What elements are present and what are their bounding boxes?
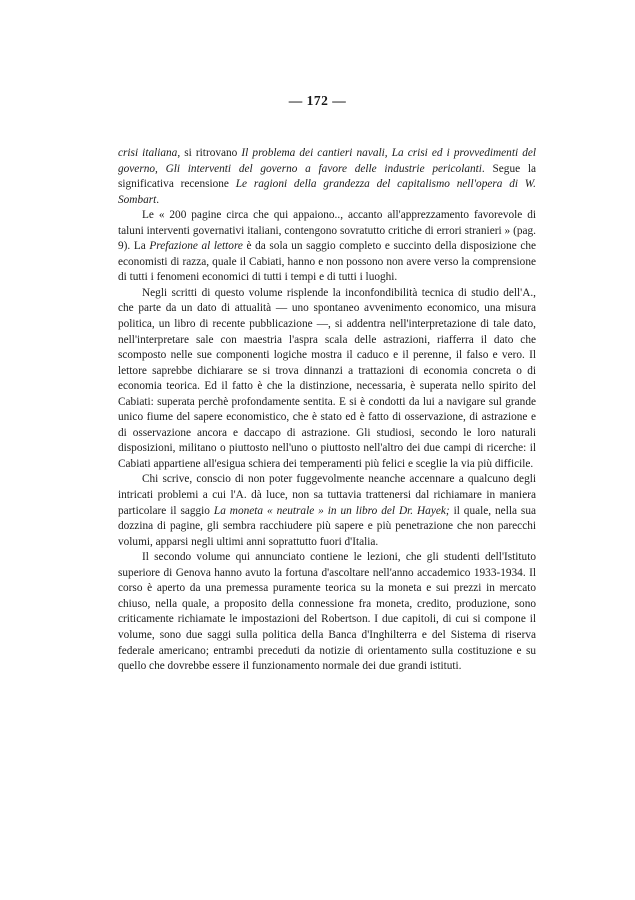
text-run: Le « 200 pagine circa che qui appaiono.., accanto all'apprezzamento favorevole di taluni interventi governativi italiani, contengono sovratutto critiche di errori stranieri » (pag. 9). La [118, 209, 536, 253]
text-run: Prefazione al lettore [149, 240, 243, 253]
text-run: , si ritrovano [177, 147, 242, 159]
text-run: è da sola un saggio completo e succinto della disposizione che economisti di razza, quale il Cabiati, hanno e non possono non avere verso la comprensione di tutti i fenomeni economici di tutti i tempi e di tutti i luoghi. [118, 240, 536, 284]
paragraph [118, 472, 536, 550]
text-run: Chi scrive, conscio di non poter fuggevolmente neanche accennare a qualcuno degli intricati problemi a cui l'A. dà luce, non sa tuttavia trattenersi dal richiamare in maniera particolare il saggio [118, 473, 536, 517]
text-run: . Segue la significativa recensione [118, 162, 537, 191]
paragraph [118, 550, 536, 674]
text-run: Le ragioni della grandezza del capitalismo nell'opera di W. Sombart [118, 178, 536, 206]
page-number: — 172 — [288, 93, 347, 108]
paragraph [118, 146, 536, 208]
text-run: Il secondo volume qui annunciato contiene le lezioni, che gli studenti dell'Istituto superiore di Genova hanno avuto la fortuna d'ascoltare nell'anno accademico 1933-1934. Il corso è aperto da una premessa puramente teorica su la moneta e sui prezzi in mercato chiuso, nella quale, a proposito della connessione fra moneta, credito, produzione, sono criticamente richiamate le impostazioni del Robertson. I due capitoli, di cui si compone il volume, sono due saggi sulla politica della Banca d'Inghilterra e del Sistema di riserva federale americano; entrambi preceduti da notizie di orientamento sulla costituzione e su quello che dovrebbe essere il funzionamento normale dei due grandi istituti. [118, 551, 536, 673]
text-run: Negli scritti di questo volume risplende la inconfondibilità tecnica di studio dell'A., che parte da un dato di attualità — uno spontaneo avvenimento economico, una misura politica, un libro di recente pubblicazione —, si addentra nell'interpretazione di tale dato, nell'interpretare sale con maestria l'aspra scala delle astrazioni, riafferra il dato che scomposto nelle sue componenti logiche mostra il caduco e il perenne, il falso e vero. Il lettore saprebbe dichiarare se si trova dinnanzi a trattazioni di economia concreta o di economia teorica. Ed il fatto è che la distinzione, necessaria, è superata nello spirito del Cabiati: superata perchè profondamente sentita. E si è condotti da lui a navigare sul grande unico fiume del sapere economistico, che è stato ed è fatto di osservazione, di astrazione e di osservazione ancora e daccapo di astrazione. Gli studiosi, secondo le loro naturali disposizioni, militano o piuttosto nell'uno o piuttosto nell'altro dei due campi di ricerche: il Cabiati appartiene all'esigua schiera dei temperamenti più felici e sceglie la via più difficile. [118, 286, 536, 470]
text-run: . [156, 193, 160, 206]
text-run: Il problema dei cantieri navali, La crisi ed i provvedimenti del governo, Gli interventi del governo a favore delle industrie pericolanti [118, 147, 537, 175]
text-run: il quale, nella sua dozzina di pagine, gli sembra racchiudere più sapere e più penetrazione che non parecchi volumi, apparsi negli ultimi anni soprattutto fuori d'Italia. [118, 504, 536, 548]
paragraph [118, 208, 536, 286]
text-run: crisi italiana [118, 147, 178, 159]
body-text [118, 146, 536, 675]
text-run: La moneta « neutrale » in un libro del Dr. Hayek; [213, 504, 450, 517]
paragraph [118, 286, 536, 473]
